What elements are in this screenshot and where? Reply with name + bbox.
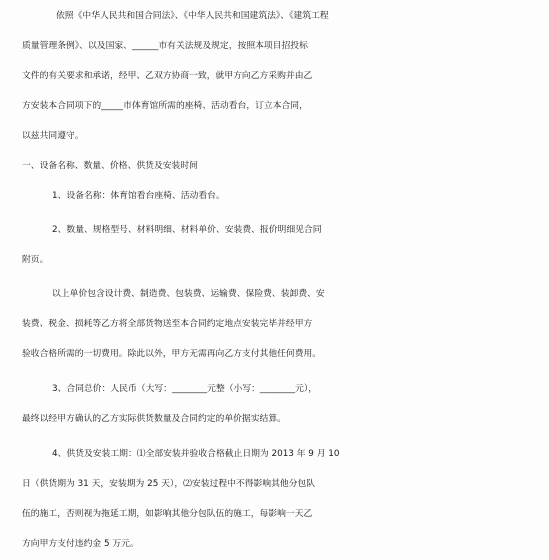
clause-1-line-1: 1、设备名称：体育馆看台座椅、活动看台。 [52, 191, 225, 201]
pricing-note-line-3: 验收合格所需的一切费用。除此以外，甲方无需再向乙方支付其他任何费用。 [22, 349, 322, 359]
pricing-note-line-1: 以上单价包含设计费、制造费、包装费、运输费、保险费、装卸费、安 [52, 289, 325, 299]
paragraph-line-5: 以兹共同遵守。 [22, 131, 84, 141]
clause-4-line-2: 日（供货期为 31 天，安装期为 25 天），⑵安装过程中不得影响其他分包队 [22, 479, 316, 489]
clause-2-line-1: 2、数量、规格型号、材料明细、材料单价、安装费、报价明细见合同 [52, 225, 322, 235]
paragraph-line-4: 方安装本合同项下的_____市体育馆所需的座椅、活动看台，订立本合同， [22, 101, 308, 111]
clause-4-line-1: 4、供货及安装工期：⑴全部安装并验收合格截止日期为 2013 年 9 月 10 [52, 449, 340, 459]
paragraph-line-1: 依照《中华人民共和国合同法》、《中华人民共和国建筑法》、《建筑工程 [56, 11, 329, 21]
clause-2-line-2: 附页。 [22, 255, 49, 265]
clause-4-line-3: 伍的施工，否则视为拖延工期，如影响其他分包队伍的施工，每影响一天乙 [22, 509, 313, 519]
section-heading-1: 一、设备名称、数量、价格、供货及安装时间 [22, 161, 198, 171]
pricing-note-line-2: 装费、税金、损耗等乙方将全部货物送至本合同约定地点安装完毕并经甲方 [22, 319, 313, 329]
clause-3-line-1: 3、合同总价：人民币（大写：________元整（小写：________元）， [52, 384, 318, 394]
paragraph-line-3: 文件的有关要求和承诺，经甲、乙双方协商一致，就甲方向乙方采购并由乙 [22, 71, 313, 81]
clause-4-line-4: 方向甲方支付违约金 5 万元。 [22, 539, 139, 549]
clause-3-line-2: 最终以经甲方确认的乙方实际供货数量及合同约定的单价据实结算。 [22, 414, 286, 424]
paragraph-line-2: 质量管理条例》、以及国家、______市有关法规及规定，按照本项目招投标 [22, 41, 308, 51]
